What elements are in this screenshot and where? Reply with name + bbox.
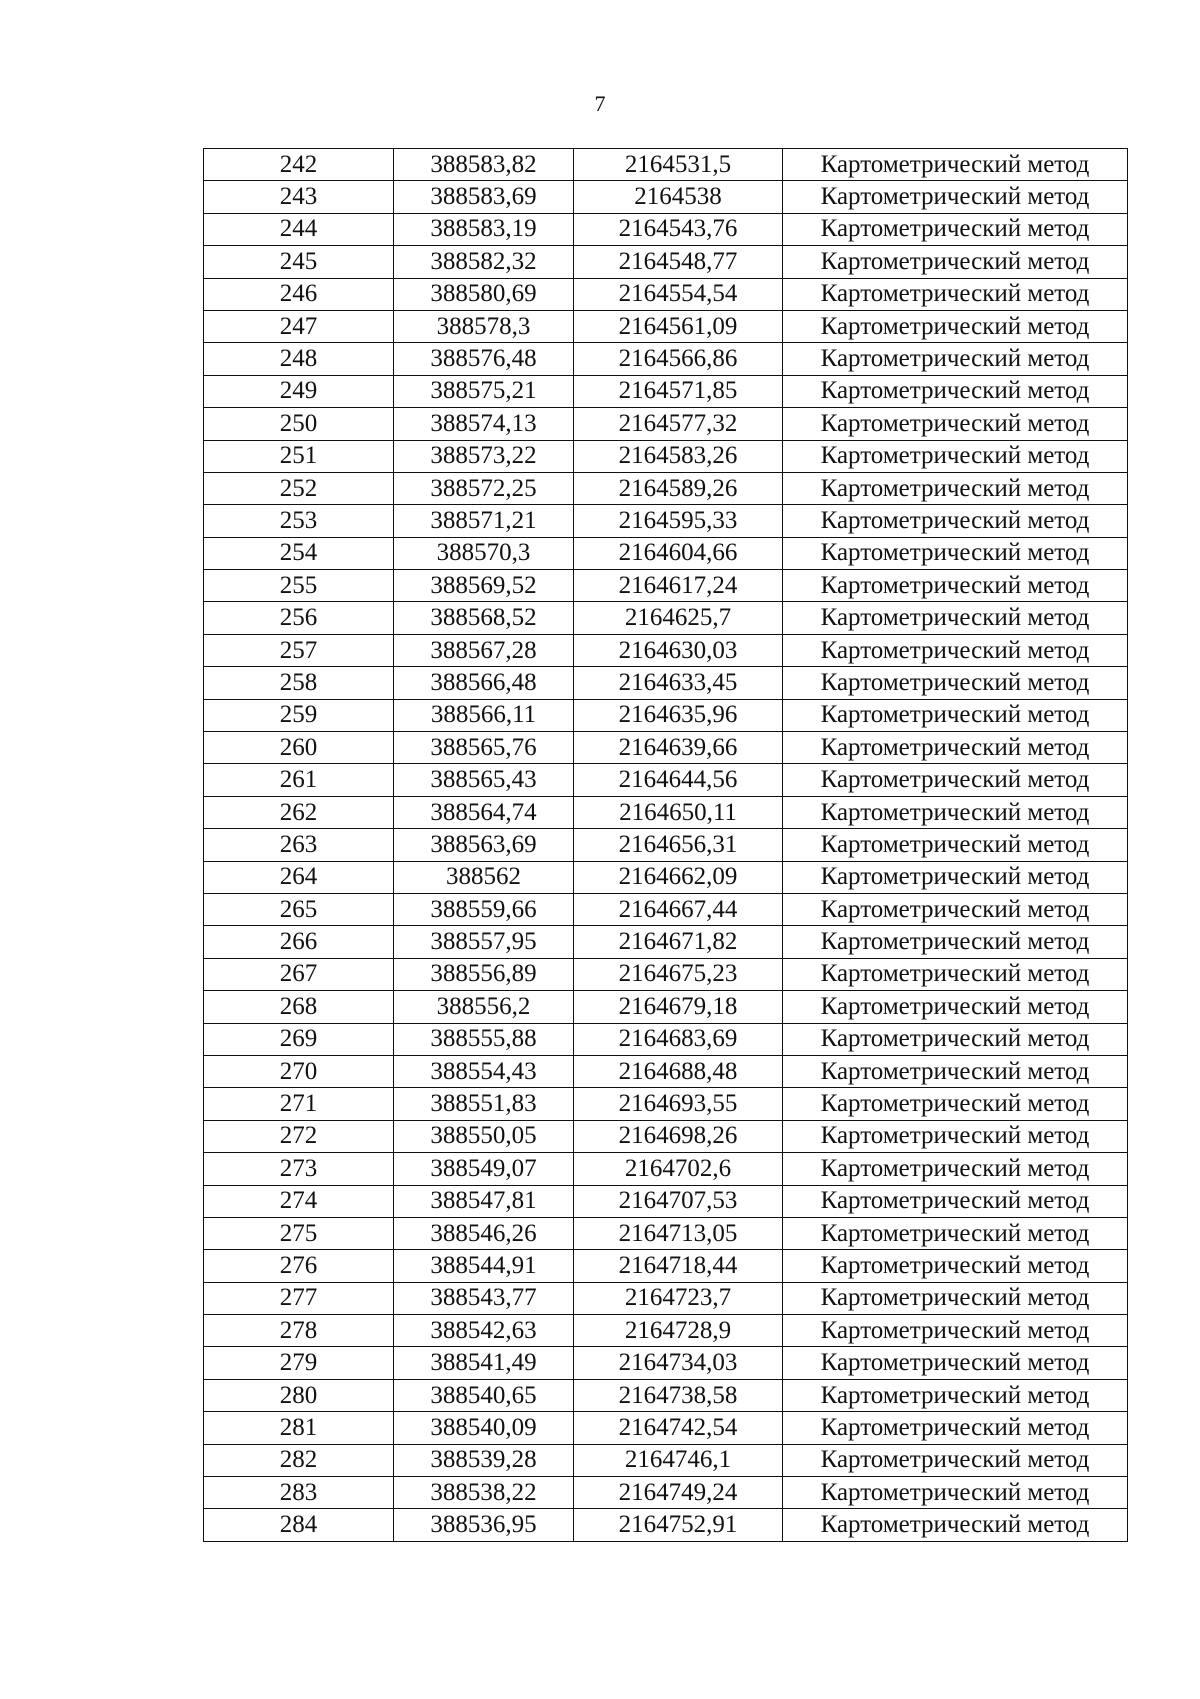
- y-coordinate-cell: 2164679,18: [574, 991, 783, 1023]
- point-number-cell: 284: [204, 1509, 394, 1541]
- x-coordinate-cell: 388572,25: [394, 472, 574, 504]
- x-coordinate-cell: 388541,49: [394, 1347, 574, 1379]
- y-coordinate-cell: 2164671,82: [574, 926, 783, 958]
- table-row: [204, 829, 1128, 861]
- point-number-cell: 278: [204, 1315, 394, 1347]
- table-row: [204, 310, 1128, 342]
- table-row: [204, 408, 1128, 440]
- x-coordinate-cell: 388556,89: [394, 958, 574, 990]
- y-coordinate-cell: 2164548,77: [574, 246, 783, 278]
- x-coordinate-cell: 388575,21: [394, 375, 574, 407]
- x-coordinate-cell: 388551,83: [394, 1088, 574, 1120]
- point-number-cell: 268: [204, 991, 394, 1023]
- method-cell: Картометрический метод: [783, 246, 1128, 278]
- x-coordinate-cell: 388566,48: [394, 667, 574, 699]
- table-row: [204, 1185, 1128, 1217]
- point-number-cell: 254: [204, 537, 394, 569]
- point-number-cell: 276: [204, 1250, 394, 1282]
- method-cell: Картометрический метод: [783, 634, 1128, 666]
- x-coordinate-cell: 388540,09: [394, 1412, 574, 1444]
- point-number-cell: 249: [204, 375, 394, 407]
- table-row: [204, 1282, 1128, 1314]
- y-coordinate-cell: 2164554,54: [574, 278, 783, 310]
- y-coordinate-cell: 2164543,76: [574, 213, 783, 245]
- y-coordinate-cell: 2164728,9: [574, 1315, 783, 1347]
- x-coordinate-cell: 388536,95: [394, 1509, 574, 1541]
- x-coordinate-cell: 388559,66: [394, 893, 574, 925]
- table-row: [204, 149, 1128, 181]
- x-coordinate-cell: 388557,95: [394, 926, 574, 958]
- x-coordinate-cell: 388565,76: [394, 732, 574, 764]
- point-number-cell: 271: [204, 1088, 394, 1120]
- table-row: [204, 1509, 1128, 1541]
- method-cell: Картометрический метод: [783, 472, 1128, 504]
- point-number-cell: 245: [204, 246, 394, 278]
- point-number-cell: 279: [204, 1347, 394, 1379]
- table-row: [204, 472, 1128, 504]
- point-number-cell: 280: [204, 1379, 394, 1411]
- method-cell: Картометрический метод: [783, 181, 1128, 213]
- method-cell: Картометрический метод: [783, 1153, 1128, 1185]
- method-cell: Картометрический метод: [783, 1444, 1128, 1476]
- method-cell: Картометрический метод: [783, 1055, 1128, 1087]
- point-number-cell: 267: [204, 958, 394, 990]
- x-coordinate-cell: 388573,22: [394, 440, 574, 472]
- point-number-cell: 242: [204, 149, 394, 181]
- y-coordinate-cell: 2164738,58: [574, 1379, 783, 1411]
- point-number-cell: 255: [204, 570, 394, 602]
- y-coordinate-cell: 2164707,53: [574, 1185, 783, 1217]
- x-coordinate-cell: 388578,3: [394, 310, 574, 342]
- x-coordinate-cell: 388583,69: [394, 181, 574, 213]
- method-cell: Картометрический метод: [783, 1315, 1128, 1347]
- x-coordinate-cell: 388549,07: [394, 1153, 574, 1185]
- point-number-cell: 263: [204, 829, 394, 861]
- table-row: [204, 1477, 1128, 1509]
- method-cell: Картометрический метод: [783, 1509, 1128, 1541]
- point-number-cell: 262: [204, 796, 394, 828]
- page-number: 7: [594, 91, 606, 116]
- table-row: [204, 699, 1128, 731]
- table-row: [204, 926, 1128, 958]
- method-cell: Картометрический метод: [783, 375, 1128, 407]
- y-coordinate-cell: 2164625,7: [574, 602, 783, 634]
- table-row: [204, 1120, 1128, 1152]
- method-cell: Картометрический метод: [783, 278, 1128, 310]
- table-row: [204, 375, 1128, 407]
- point-number-cell: 253: [204, 505, 394, 537]
- y-coordinate-cell: 2164675,23: [574, 958, 783, 990]
- table-row: [204, 278, 1128, 310]
- table-row: [204, 1444, 1128, 1476]
- point-number-cell: 273: [204, 1153, 394, 1185]
- table-row: [204, 602, 1128, 634]
- method-cell: Картометрический метод: [783, 1088, 1128, 1120]
- point-number-cell: 272: [204, 1120, 394, 1152]
- x-coordinate-cell: 388582,32: [394, 246, 574, 278]
- point-number-cell: 252: [204, 472, 394, 504]
- x-coordinate-cell: 388542,63: [394, 1315, 574, 1347]
- method-cell: Картометрический метод: [783, 991, 1128, 1023]
- method-cell: Картометрический метод: [783, 699, 1128, 731]
- table-row: [204, 732, 1128, 764]
- x-coordinate-cell: 388567,28: [394, 634, 574, 666]
- y-coordinate-cell: 2164718,44: [574, 1250, 783, 1282]
- x-coordinate-cell: 388544,91: [394, 1250, 574, 1282]
- x-coordinate-cell: 388540,65: [394, 1379, 574, 1411]
- y-coordinate-cell: 2164702,6: [574, 1153, 783, 1185]
- y-coordinate-cell: 2164630,03: [574, 634, 783, 666]
- y-coordinate-cell: 2164604,66: [574, 537, 783, 569]
- y-coordinate-cell: 2164742,54: [574, 1412, 783, 1444]
- method-cell: Картометрический метод: [783, 537, 1128, 569]
- point-number-cell: 260: [204, 732, 394, 764]
- x-coordinate-cell: 388539,28: [394, 1444, 574, 1476]
- method-cell: Картометрический метод: [783, 408, 1128, 440]
- y-coordinate-cell: 2164662,09: [574, 861, 783, 893]
- point-number-cell: 258: [204, 667, 394, 699]
- method-cell: Картометрический метод: [783, 440, 1128, 472]
- point-number-cell: 247: [204, 310, 394, 342]
- table-row: [204, 991, 1128, 1023]
- y-coordinate-cell: 2164698,26: [574, 1120, 783, 1152]
- point-number-cell: 256: [204, 602, 394, 634]
- x-coordinate-cell: 388566,11: [394, 699, 574, 731]
- y-coordinate-cell: 2164650,11: [574, 796, 783, 828]
- method-cell: Картометрический метод: [783, 667, 1128, 699]
- y-coordinate-cell: 2164644,56: [574, 764, 783, 796]
- y-coordinate-cell: 2164577,32: [574, 408, 783, 440]
- coordinates-table-body: [204, 149, 1128, 1542]
- table-row: [204, 570, 1128, 602]
- x-coordinate-cell: 388574,13: [394, 408, 574, 440]
- y-coordinate-cell: 2164571,85: [574, 375, 783, 407]
- point-number-cell: 266: [204, 926, 394, 958]
- table-row: [204, 1412, 1128, 1444]
- y-coordinate-cell: 2164693,55: [574, 1088, 783, 1120]
- y-coordinate-cell: 2164746,1: [574, 1444, 783, 1476]
- coordinates-table: [203, 148, 1128, 1542]
- method-cell: Картометрический метод: [783, 1347, 1128, 1379]
- y-coordinate-cell: 2164723,7: [574, 1282, 783, 1314]
- method-cell: Картометрический метод: [783, 796, 1128, 828]
- y-coordinate-cell: 2164639,66: [574, 732, 783, 764]
- point-number-cell: 281: [204, 1412, 394, 1444]
- method-cell: Картометрический метод: [783, 570, 1128, 602]
- method-cell: Картометрический метод: [783, 602, 1128, 634]
- y-coordinate-cell: 2164561,09: [574, 310, 783, 342]
- x-coordinate-cell: 388569,52: [394, 570, 574, 602]
- table-row: [204, 893, 1128, 925]
- x-coordinate-cell: 388565,43: [394, 764, 574, 796]
- x-coordinate-cell: 388562: [394, 861, 574, 893]
- y-coordinate-cell: 2164635,96: [574, 699, 783, 731]
- table-row: [204, 634, 1128, 666]
- point-number-cell: 265: [204, 893, 394, 925]
- point-number-cell: 244: [204, 213, 394, 245]
- point-number-cell: 259: [204, 699, 394, 731]
- method-cell: Картометрический метод: [783, 149, 1128, 181]
- table-row: [204, 537, 1128, 569]
- method-cell: Картометрический метод: [783, 310, 1128, 342]
- table-row: [204, 505, 1128, 537]
- method-cell: Картометрический метод: [783, 1023, 1128, 1055]
- point-number-cell: 246: [204, 278, 394, 310]
- table-row: [204, 764, 1128, 796]
- method-cell: Картометрический метод: [783, 1412, 1128, 1444]
- method-cell: Картометрический метод: [783, 861, 1128, 893]
- x-coordinate-cell: 388564,74: [394, 796, 574, 828]
- y-coordinate-cell: 2164683,69: [574, 1023, 783, 1055]
- method-cell: Картометрический метод: [783, 505, 1128, 537]
- table-row: [204, 1023, 1128, 1055]
- table-row: [204, 1250, 1128, 1282]
- y-coordinate-cell: 2164538: [574, 181, 783, 213]
- table-row: [204, 667, 1128, 699]
- table-row: [204, 1055, 1128, 1087]
- method-cell: Картометрический метод: [783, 893, 1128, 925]
- x-coordinate-cell: 388571,21: [394, 505, 574, 537]
- table-row: [204, 343, 1128, 375]
- table-row: [204, 1217, 1128, 1249]
- method-cell: Картометрический метод: [783, 1250, 1128, 1282]
- x-coordinate-cell: 388554,43: [394, 1055, 574, 1087]
- point-number-cell: 277: [204, 1282, 394, 1314]
- point-number-cell: 264: [204, 861, 394, 893]
- y-coordinate-cell: 2164656,31: [574, 829, 783, 861]
- method-cell: Картометрический метод: [783, 926, 1128, 958]
- y-coordinate-cell: 2164531,5: [574, 149, 783, 181]
- table-row: [204, 1379, 1128, 1411]
- method-cell: Картометрический метод: [783, 764, 1128, 796]
- x-coordinate-cell: 388546,26: [394, 1217, 574, 1249]
- table-row: [204, 440, 1128, 472]
- point-number-cell: 250: [204, 408, 394, 440]
- point-number-cell: 248: [204, 343, 394, 375]
- y-coordinate-cell: 2164617,24: [574, 570, 783, 602]
- point-number-cell: 283: [204, 1477, 394, 1509]
- point-number-cell: 282: [204, 1444, 394, 1476]
- table-row: [204, 796, 1128, 828]
- x-coordinate-cell: 388576,48: [394, 343, 574, 375]
- table-row: [204, 181, 1128, 213]
- point-number-cell: 243: [204, 181, 394, 213]
- point-number-cell: 274: [204, 1185, 394, 1217]
- point-number-cell: 270: [204, 1055, 394, 1087]
- x-coordinate-cell: 388555,88: [394, 1023, 574, 1055]
- method-cell: Картометрический метод: [783, 1185, 1128, 1217]
- method-cell: Картометрический метод: [783, 1120, 1128, 1152]
- y-coordinate-cell: 2164688,48: [574, 1055, 783, 1087]
- x-coordinate-cell: 388543,77: [394, 1282, 574, 1314]
- y-coordinate-cell: 2164583,26: [574, 440, 783, 472]
- method-cell: Картометрический метод: [783, 958, 1128, 990]
- y-coordinate-cell: 2164713,05: [574, 1217, 783, 1249]
- y-coordinate-cell: 2164566,86: [574, 343, 783, 375]
- point-number-cell: 261: [204, 764, 394, 796]
- point-number-cell: 257: [204, 634, 394, 666]
- method-cell: Картометрический метод: [783, 1379, 1128, 1411]
- table-row: [204, 958, 1128, 990]
- y-coordinate-cell: 2164589,26: [574, 472, 783, 504]
- x-coordinate-cell: 388538,22: [394, 1477, 574, 1509]
- method-cell: Картометрический метод: [783, 1217, 1128, 1249]
- table-row: [204, 861, 1128, 893]
- x-coordinate-cell: 388583,82: [394, 149, 574, 181]
- x-coordinate-cell: 388547,81: [394, 1185, 574, 1217]
- y-coordinate-cell: 2164633,45: [574, 667, 783, 699]
- point-number-cell: 275: [204, 1217, 394, 1249]
- method-cell: Картометрический метод: [783, 829, 1128, 861]
- y-coordinate-cell: 2164749,24: [574, 1477, 783, 1509]
- table-row: [204, 1347, 1128, 1379]
- y-coordinate-cell: 2164734,03: [574, 1347, 783, 1379]
- method-cell: Картометрический метод: [783, 213, 1128, 245]
- x-coordinate-cell: 388550,05: [394, 1120, 574, 1152]
- method-cell: Картометрический метод: [783, 1477, 1128, 1509]
- y-coordinate-cell: 2164752,91: [574, 1509, 783, 1541]
- x-coordinate-cell: 388568,52: [394, 602, 574, 634]
- y-coordinate-cell: 2164667,44: [574, 893, 783, 925]
- x-coordinate-cell: 388563,69: [394, 829, 574, 861]
- x-coordinate-cell: 388556,2: [394, 991, 574, 1023]
- y-coordinate-cell: 2164595,33: [574, 505, 783, 537]
- table-row: [204, 1088, 1128, 1120]
- x-coordinate-cell: 388580,69: [394, 278, 574, 310]
- table-row: [204, 1153, 1128, 1185]
- method-cell: Картометрический метод: [783, 343, 1128, 375]
- method-cell: Картометрический метод: [783, 1282, 1128, 1314]
- method-cell: Картометрический метод: [783, 732, 1128, 764]
- table-row: [204, 213, 1128, 245]
- table-row: [204, 246, 1128, 278]
- point-number-cell: 269: [204, 1023, 394, 1055]
- x-coordinate-cell: 388570,3: [394, 537, 574, 569]
- table-row: [204, 1315, 1128, 1347]
- x-coordinate-cell: 388583,19: [394, 213, 574, 245]
- point-number-cell: 251: [204, 440, 394, 472]
